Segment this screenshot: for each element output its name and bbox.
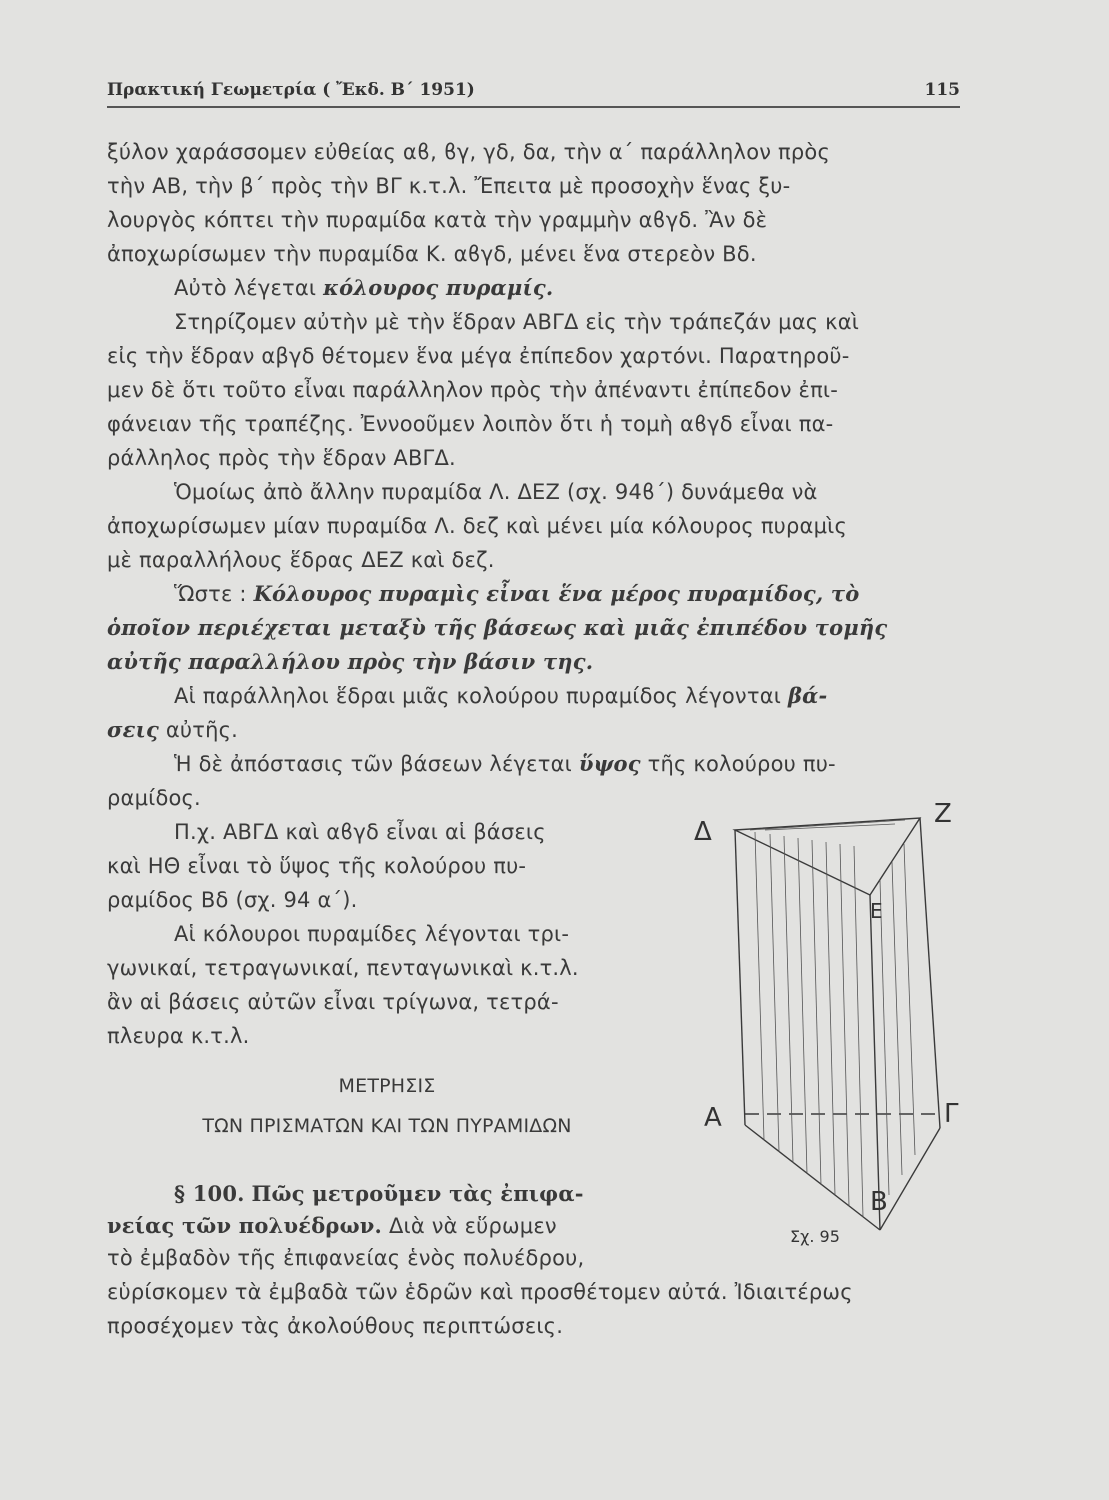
text-line: ράλληλος πρὸς τὴν ἕδραν ΑΒΓΔ. bbox=[107, 446, 456, 470]
figure-drawing bbox=[680, 790, 980, 1260]
text-span: Διὰ νὰ εὕρωμεν bbox=[388, 1214, 557, 1238]
figure-caption: Σχ. 95 bbox=[790, 1227, 840, 1246]
definition-line: ὁποῖον περιέχεται μεταξὺ τῆς βάσεως καὶ μιᾶς ἐπιπέδου τομῆς bbox=[107, 615, 888, 640]
text-line bbox=[174, 682, 827, 710]
definition-lead: Ὥστε : bbox=[174, 582, 247, 606]
section-heading-line1: ΜΕΤΡΗΣΙΣ bbox=[338, 1075, 436, 1097]
edge-AB bbox=[745, 1125, 880, 1230]
label-A: Α bbox=[704, 1103, 722, 1133]
text-line: λουργὸς κόπτει τὴν πυραμίδα κατὰ τὴν γραμμὴν αϐγδ. Ἂν δὲ bbox=[107, 208, 768, 232]
label-G: Γ bbox=[944, 1099, 959, 1129]
text-span: Ἡ δὲ ἀπόστασις τῶν βάσεων λέγεται bbox=[174, 752, 572, 776]
face-shading bbox=[750, 820, 915, 1217]
section-title: Πῶς μετροῦμεν τὰς ἐπιφα- bbox=[251, 1181, 584, 1206]
section-title-line bbox=[107, 1212, 557, 1240]
text-line: ἂν αἱ βάσεις αὐτῶν εἶναι τρίγωνα, τετρά- bbox=[107, 990, 559, 1014]
text-line: ξύλον χαράσσομεν εὐθείας αϐ, ϐγ, γδ, δα, τὴν α΄ παράλληλον πρὸς bbox=[107, 140, 830, 164]
header-title: Πρακτική Γεωμετρία ( Ἔκδ. Β΄ 1951) bbox=[107, 80, 475, 100]
definition-text: Κόλουρος πυραμὶς εἶναι ἕνα μέρος πυραμίδος, τὸ bbox=[253, 581, 860, 606]
label-D: Δ bbox=[694, 817, 712, 847]
text-line: γωνικαί, τετραγωνικαί, πενταγωνικαὶ κ.τ.λ. bbox=[107, 956, 579, 980]
text-span: τῆς κολούρου πυ- bbox=[647, 752, 836, 776]
term-truncated-pyramid: κόλουρος πυραμίς. bbox=[323, 275, 554, 300]
definition-line bbox=[174, 580, 859, 608]
text-line: φάνειαν τῆς τραπέζης. Ἐννοοῦμεν λοιπὸν ὅτι ἡ τομὴ αϐγδ εἶναι πα- bbox=[107, 412, 834, 436]
text-span: Αἱ παράλληλοι ἕδραι μιᾶς κολούρου πυραμίδος λέγονται bbox=[174, 684, 782, 708]
edge-DA bbox=[735, 830, 745, 1125]
edge-BG bbox=[880, 1128, 940, 1230]
section-title-line bbox=[174, 1180, 584, 1208]
text-line: μὲ παραλλήλους ἕδρας ΔΕΖ καὶ δεζ. bbox=[107, 548, 495, 572]
text-line: πλευρα κ.τ.λ. bbox=[107, 1024, 250, 1048]
text-line: Ὁμοίως ἀπὸ ἄλλην πυραμίδα Λ. ΔΕΖ (σχ. 94ϐ΄) δυνάμεθα νὰ bbox=[174, 480, 818, 504]
text-line: ραμίδος Βδ (σχ. 94 α΄). bbox=[107, 888, 358, 912]
text-line: Στηρίζομεν αὐτὴν μὲ τὴν ἕδραν ΑΒΓΔ εἰς τὴν τράπεζάν μας καὶ bbox=[174, 310, 860, 334]
term-bases: σεις bbox=[107, 717, 159, 742]
text-line: προσέχομεν τὰς ἀκολούθους περιπτώσεις. bbox=[107, 1314, 564, 1338]
text-span: αὐτῆς. bbox=[165, 718, 239, 742]
label-E: Ε bbox=[870, 899, 883, 923]
text-line: εὑρίσκομεν τὰ ἐμβαδὰ τῶν ἑδρῶν καὶ προσθέτομεν αὐτά. Ἰδιαιτέρως bbox=[107, 1280, 853, 1304]
text-line: ἀποχωρίσωμεν τὴν πυραμίδα Κ. αϐγδ, μένει ἕνα στερεὸν Βδ. bbox=[107, 242, 757, 266]
section-number: § 100. bbox=[174, 1181, 245, 1206]
label-B: Β bbox=[870, 1187, 888, 1217]
page-number: 115 bbox=[924, 80, 960, 100]
text-line: ραμίδος. bbox=[107, 786, 201, 810]
term-bases: βά- bbox=[787, 683, 828, 708]
text-line bbox=[107, 716, 238, 744]
text-line: εἰς τὴν ἕδραν αβγδ θέτομεν ἕνα μέγα ἐπίπεδον χαρτόνι. Παρατηροῦ- bbox=[107, 344, 850, 368]
text-line: μεν δὲ ὅτι τοῦτο εἶναι παράλληλον πρὸς τὴν ἀπέναντι ἐπίπεδον ἐπι- bbox=[107, 378, 839, 402]
running-header bbox=[107, 76, 960, 108]
text-line: Π.χ. ΑΒΓΔ καὶ αϐγδ εἶναι αἱ βάσεις bbox=[174, 820, 546, 844]
text-line: Αἱ κόλουροι πυραμίδες λέγονται τρι- bbox=[174, 922, 570, 946]
label-Z: Ζ bbox=[934, 799, 952, 829]
text-line bbox=[174, 274, 553, 302]
text-line: ἀποχωρίσωμεν μίαν πυραμίδα Λ. δεζ καὶ μένει μία κόλουρος πυραμὶς bbox=[107, 514, 847, 538]
text-span: Αὐτὸ λέγεται bbox=[174, 276, 317, 300]
term-height: ὕψος bbox=[578, 751, 641, 776]
edge-EB bbox=[870, 895, 880, 1230]
text-line: τὴν ΑΒ, τὴν β΄ πρὸς τὴν ΒΓ κ.τ.λ. Ἔπειτα μὲ προσοχὴν ἕνας ξυ- bbox=[107, 174, 791, 198]
section-title: νείας τῶν πολυέδρων. bbox=[107, 1213, 383, 1238]
text-line bbox=[174, 750, 836, 778]
figure-truncated-prism bbox=[680, 790, 980, 1260]
text-line: καὶ ΗΘ εἶναι τὸ ὕψος τῆς κολούρου πυ- bbox=[107, 854, 527, 878]
section-heading-line2: ΤΩΝ ΠΡΙΣΜΑΤΩΝ ΚΑΙ ΤΩΝ ΠΥΡΑΜΙΔΩΝ bbox=[202, 1115, 572, 1137]
text-line: τὸ ἐμβαδὸν τῆς ἐπιφανείας ἑνὸς πολυέδρου, bbox=[107, 1246, 585, 1270]
edge-ZG bbox=[920, 818, 940, 1128]
definition-line: αὐτῆς παραλλήλου πρὸς τὴν βάσιν της. bbox=[107, 649, 594, 674]
